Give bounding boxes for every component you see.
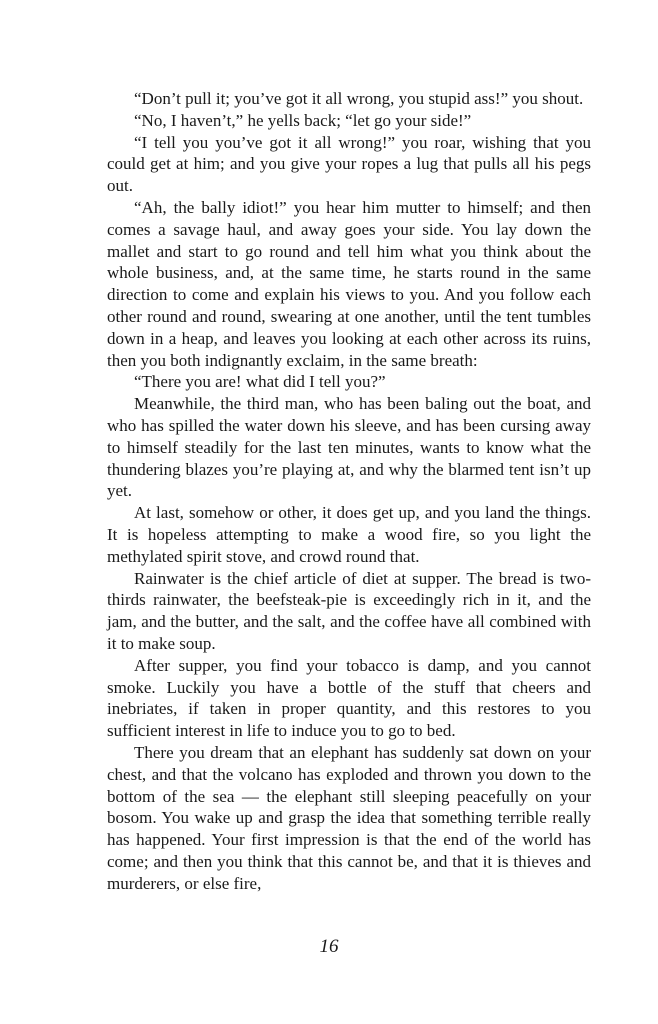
page-number: 16 — [319, 936, 339, 957]
book-page-body — [107, 88, 591, 894]
paragraph-10: There you dream that an elephant has suddenly sat down on your chest, and that the volcano has exploded and thrown you down to the bottom of the sea — the elephant still sleeping peacefully on your bosom. You wake up and grasp the idea that something terrible really has happened. Your first impression is that the end of the world has come; and then you think that this cannot be, and that it is thieves and murderers, or else fire, — [107, 742, 591, 893]
paragraph-6: Meanwhile, the third man, who has been baling out the boat, and who has spilled the water down his sleeve, and has been cursing away to himself steadily for the last ten minutes, wants to know what the thundering blazes you’re playing at, and why the blarmed tent isn’t up yet. — [107, 394, 591, 501]
paragraph-8: Rainwater is the chief article of diet at supper. The bread is two-thirds rainwater, the beefsteak-pie is exceedingly rich in it, and the jam, and the butter, and the salt, and the coffee have all combined with it to make soup. — [107, 568, 591, 653]
paragraph-9: After supper, you find your tobacco is damp, and you cannot smoke. Luckily you have a bottle of the stuff that cheers and inebriates, if taken in proper quantity, and this restores to you sufficient interest in life to induce you to go to bed. — [107, 655, 591, 741]
paragraph-7: At last, somehow or other, it does get up, and you land the things. It is hopeless attempting to make a wood fire, so you light the methylated spirit stove, and crowd round that. — [107, 503, 591, 566]
paragraph-4: “Ah, the bally idiot!” you hear him mutter to himself; and then comes a savage haul, and away goes your side. You lay down the mallet and start to go round and tell him what you think about the whole business, and, at the same time, he starts round in the same direction to come and explain his views to you. And you follow each other round and round, swearing at one another, until the tent tumbles down in a heap, and leaves you looking at each other across its ruins, then you both indignantly exclaim, in the same breath: — [107, 197, 591, 370]
paragraph-3: “I tell you you’ve got it all wrong!” you roar, wishing that you could get at him; and you give your ropes a lug that pulls all his pegs out. — [107, 132, 591, 196]
paragraph-2: “No, I haven’t,” he yells back; “let go your side!” — [134, 110, 472, 130]
paragraph-5: “There you are! what did I tell you?” — [134, 372, 386, 392]
paragraph-1: “Don’t pull it; you’ve got it all wrong, you stupid ass!” you shout. — [134, 89, 584, 108]
